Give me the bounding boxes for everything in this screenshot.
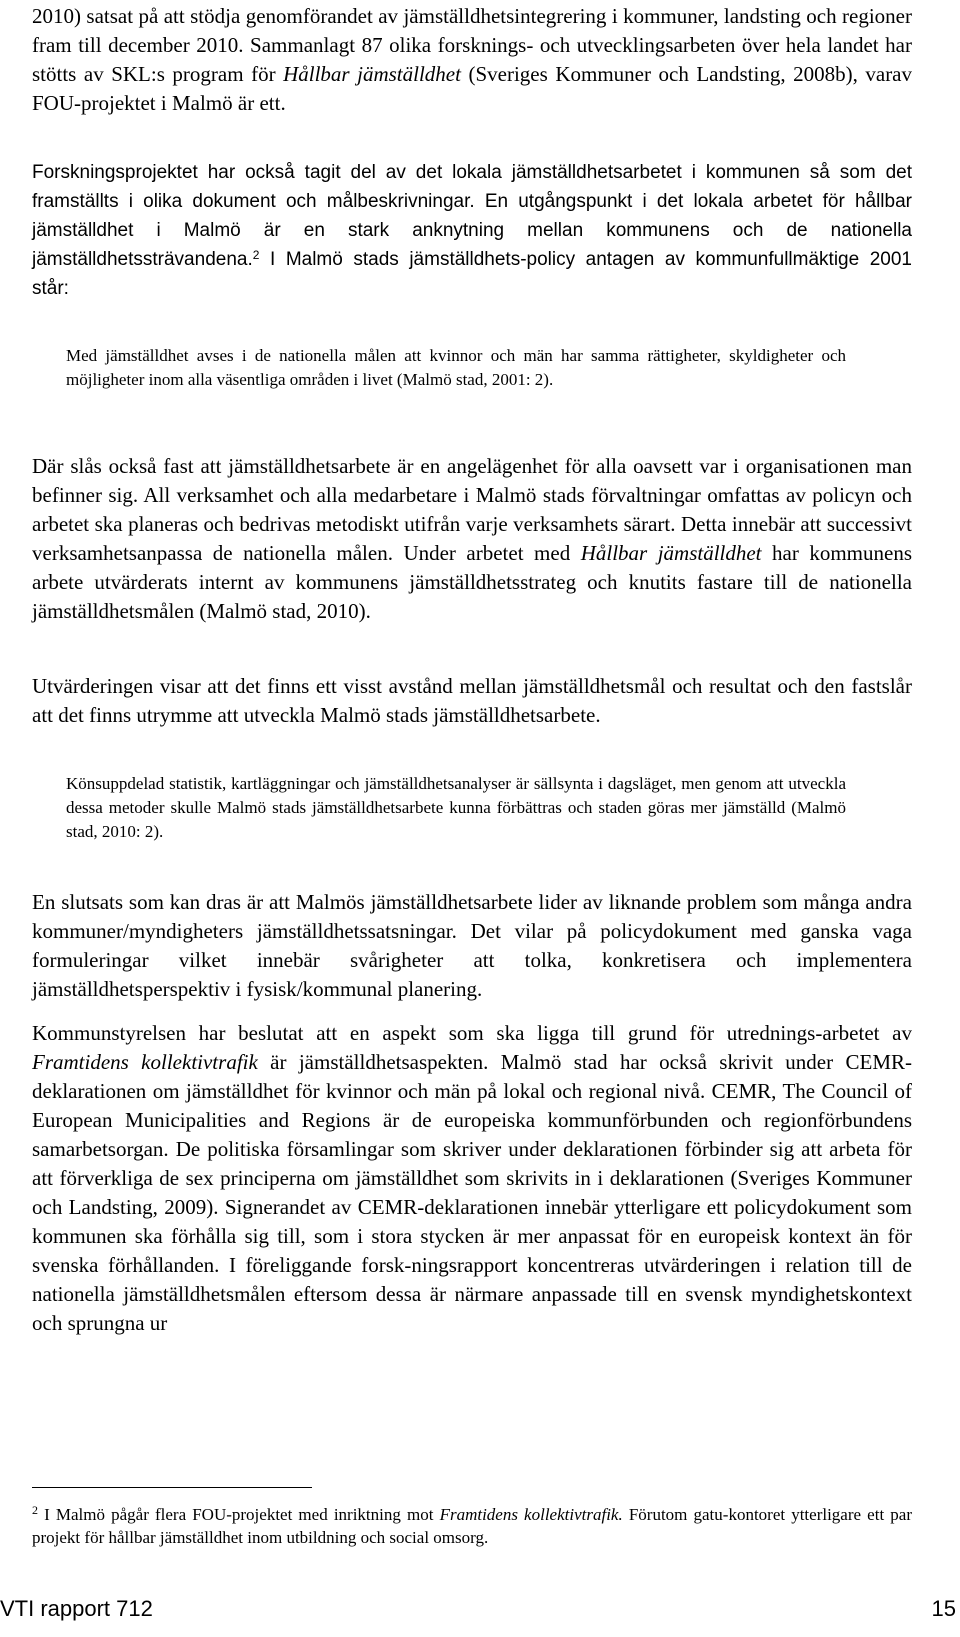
paragraph-5: En slutsats som kan dras är att Malmös jämställdhetsarbete lider av liknande problem som många andra kommuner/myndigheters jämställdhetssatsningar. Det vilar på policydokument med ganska vaga formuleringar vilket innebär svårigheter att tolka, konkretisera och implementera jämställdhetsperspektiv i fysisk/kommunal planering.: [32, 890, 912, 1001]
paragraph-text: är jämställdhetsaspekten. Malmö stad har också skrivit under CEMR-deklarationen om jämställdhet för kvinnor och män på lokal och regional nivå. CEMR, The Council of European Municipalities and Regions är de europeiska kommunförbunden och regionförbundens samarbetsorgan. De politiska församlingar som skriver under deklarationen förbinder sig att arbeta för att förverkliga de sex principerna om jämställdhet som skrivits in i deklarationen (Sveriges Kommuner och Landsting, 2009). Signerandet av CEMR-deklarationen innebär ytterligare ett policydokument som kommunen ska förhålla sig till, som i stora stycken är mer anpassat för en europeisk kontext än för svenska förhållanden. I föreliggande forsk-ningsrapport koncentreras utvärderingen i relation till de nationella jämställdhetsmålen eftersom dessa är närmare anpassade till en svensk myndighetskontext och sprungna ur: [32, 1050, 912, 1335]
footnote-text: I Malmö pågår flera FOU-projektet med inriktning mot: [38, 1505, 440, 1524]
footnote-text: Förutom gatu-kontoret ytterligare ett par projekt för hållbar jämställdhet inom utbildning och social omsorg.: [32, 1505, 912, 1547]
footnote-divider: [32, 1487, 312, 1488]
emphasis-text: Framtidens kollektivtrafik: [32, 1050, 258, 1074]
footnote-ref: 2: [252, 248, 260, 262]
paragraph-text: Kommunstyrelsen har beslutat att en aspekt som ska ligga till grund för utrednings-arbetet av: [32, 1021, 912, 1045]
block-quote-2: Könsuppdelad statistik, kartläggningar och jämställdhetsanalyser är sällsynta i dagsläget, men genom att utveckla dessa metoder skulle Malmö stads jämställdhetsarbete kunna förbättras och staden göras mer jämställd (Malmö stad, 2010: 2).: [66, 774, 846, 841]
paragraph-4: Utvärderingen visar att det finns ett visst avstånd mellan jämställdhetsmål och resultat och den fastslår att det finns utrymme att utveckla Malmö stads jämställdhetsarbete.: [32, 674, 912, 727]
paragraph-text: 2010) satsat på att stödja genomförandet av jämställdhetsintegrering i kommuner, landsting och regioner fram till december 2010. Sammanlagt 87 olika forsknings- och utvecklingsarbeten över hela landet har stötts av SKL:s program för: [32, 4, 912, 86]
emphasis-text: Framtidens kollektivtrafik.: [439, 1505, 623, 1524]
paragraph-text: I Malmö stads jämställdhets-policy antagen av kommunfullmäktige 2001 står:: [32, 249, 912, 299]
block-quote-1: Med jämställdhet avses i de nationella målen att kvinnor och män har samma rättigheter, skyldigheter och möjligheter inom alla väsentliga områden i livet (Malmö stad, 2001: 2).: [66, 346, 846, 389]
paragraph-text: Där slås också fast att jämställdhetsarbete är en angelägenhet för alla oavsett var i organisationen man befinner sig. All verksamhet och alla medarbetare i Malmö stads förvaltningar omfattas av policyn och arbetet ska planeras och bedrivas metodiskt utifrån varje verksamhets särart. Detta innebär att successivt verksamhetsanpassa de nationella målen. Under arbetet med: [32, 454, 912, 565]
report-name: VTI rapport 712: [0, 1596, 153, 1621]
paragraph-6: [32, 1019, 912, 1338]
page-number: 15: [931, 1596, 956, 1621]
emphasis-text: Hållbar jämställdhet: [580, 541, 762, 565]
footnote-number: 2: [32, 1503, 38, 1517]
footnote: [32, 1503, 912, 1549]
emphasis-text: Hållbar jämställdhet: [283, 62, 461, 86]
paragraph-2: [32, 158, 912, 303]
paragraph-1: [32, 2, 912, 118]
paragraph-text: Forskningsprojektet har också tagit del av det lokala jämställdhetsarbetet i kommunen så som det framställts i olika dokument och målbeskrivningar. En utgångspunkt i det lokala arbetet för hållbar jämställdhet i Malmö är en stark anknytning mellan kommunens och de nationella jämställdhetssträvandena.: [32, 162, 912, 270]
paragraph-3: [32, 452, 912, 626]
paragraph-text: (Sveriges Kommuner och Landsting, 2008b), varav FOU-projektet i Malmö är ett.: [32, 62, 913, 115]
paragraph-text: har kommunens arbete utvärderats internt av kommunens jämställdhetsstrateg och knutits fastare till de nationella jämställdhetsmålen (Malmö stad, 2010).: [32, 541, 912, 623]
